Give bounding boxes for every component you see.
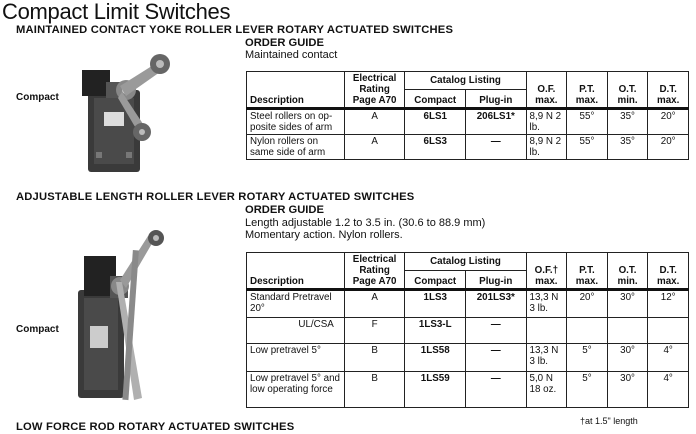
table-row: Low pretravel 5° B 1LS58 — 13,3 N 3 lb. 5° 30° 4°: [247, 344, 689, 372]
section2-subtitle-2: Momentary action. Nylon rollers.: [245, 229, 403, 241]
page-title: Compact Limit Switches: [2, 0, 231, 24]
adjustable-roller-switch-image: [70, 230, 190, 410]
col-of: O.F.† max.: [526, 253, 567, 290]
table-row: Low pretravel 5° and low operating force B 1LS59 — 5,0 N 18 oz. 5° 30° 4°: [247, 372, 689, 408]
table-row: Steel rollers on op-posite sides of arm A 6LS1 206LS1* 8,9 N 2 lb. 55° 35° 20°: [247, 109, 689, 135]
section1-side-label: Compact: [16, 92, 59, 103]
table-row: Standard Pretravel 20° A 1LS3 201LS3* 13,3 N 3 lb. 20° 30° 12°: [247, 290, 689, 318]
col-compact: Compact: [405, 89, 466, 108]
section2-order-guide: ORDER GUIDE: [245, 204, 324, 216]
col-ot: O.T. min.: [607, 253, 648, 290]
col-ot: O.T. min.: [607, 72, 648, 109]
table-row: Nylon rollers on same side of arm A 6LS3 — 8,9 N 2 lb. 55° 35° 20°: [247, 135, 689, 160]
section1-subtitle: Maintained contact: [245, 49, 338, 61]
col-of: O.F. max.: [526, 72, 567, 109]
table-header-row: [247, 72, 689, 90]
col-catalog-listing: Catalog Listing: [405, 72, 526, 90]
section1-order-guide: ORDER GUIDE: [245, 37, 324, 49]
col-compact: Compact: [405, 270, 466, 289]
col-dt: D.T. max.: [648, 253, 689, 290]
table-header-row: [247, 253, 689, 271]
section2-heading: ADJUSTABLE LENGTH ROLLER LEVER ROTARY ACTUATED SWITCHES: [16, 191, 415, 203]
section3-heading: LOW FORCE ROD ROTARY ACTUATED SWITCHES: [16, 421, 295, 433]
table-row: UL/CSA F 1LS3-L —: [247, 318, 689, 344]
col-electrical-rating: Electrical Rating Page A70: [344, 72, 405, 109]
col-plugin: Plug-in: [466, 89, 526, 108]
section1-order-table: [246, 71, 689, 160]
yoke-roller-switch-image: [60, 42, 190, 177]
footnote: †at 1.5" length: [580, 416, 638, 426]
section1-heading: MAINTAINED CONTACT YOKE ROLLER LEVER ROTARY ACTUATED SWITCHES: [16, 24, 454, 36]
col-dt: D.T. max.: [648, 72, 689, 109]
col-pt: P.T. max.: [567, 72, 608, 109]
col-electrical-rating: Electrical Rating Page A70: [344, 253, 405, 290]
col-pt: P.T. max.: [567, 253, 608, 290]
section2-order-table: [246, 252, 689, 408]
section2-subtitle-1: Length adjustable 1.2 to 3.5 in. (30.6 to 88.9 mm): [245, 217, 486, 229]
section2-side-label: Compact: [16, 324, 59, 335]
col-description: Description: [247, 72, 345, 109]
col-plugin: Plug-in: [466, 270, 526, 289]
col-description: Description: [247, 253, 345, 290]
col-catalog-listing: Catalog Listing: [405, 253, 526, 271]
